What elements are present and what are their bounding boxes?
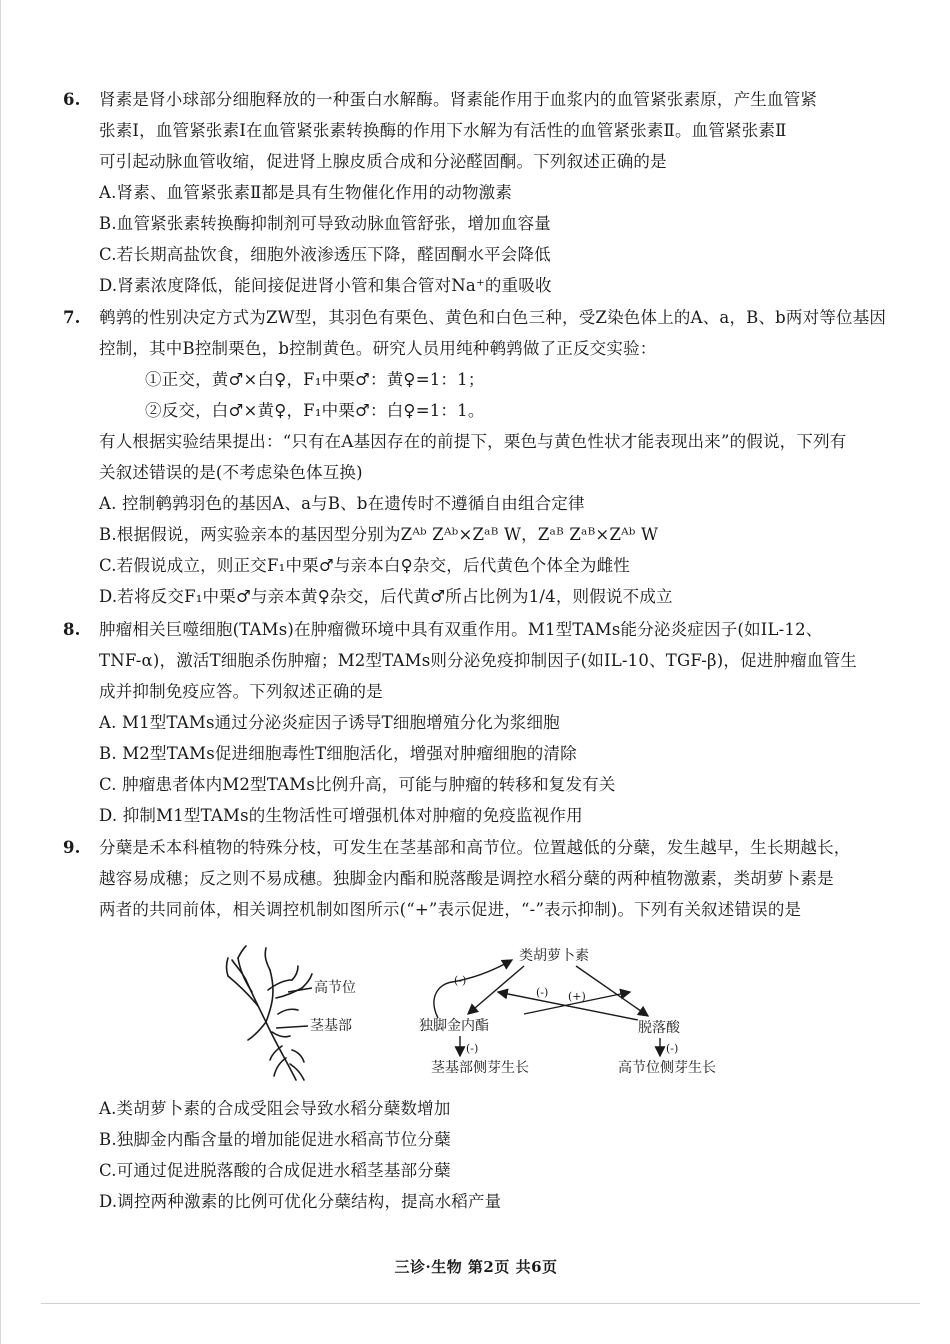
option-d: D.调控两种激素的比例可优化分蘖结构，提高水稻产量 bbox=[99, 1192, 502, 1211]
question-stem-line: 越容易成穗；反之则不易成穗。独脚金内酯和脱落酸是调控水稻分蘖的两种植物激素，类胡萝卜素是 bbox=[99, 869, 834, 888]
node-high-bud-growth: 高节位侧芽生长 bbox=[618, 1060, 716, 1076]
rice-plant-drawing bbox=[227, 946, 313, 1080]
option-d: D.肾素浓度降低，能间接促进肾小管和集合管对Na⁺的重吸收 bbox=[99, 276, 552, 295]
question-stem-line: 有人根据实验结果提出：“只有在A基因存在的前提下，栗色与黄色性状才能表现出来”的假说，下列有 bbox=[99, 432, 847, 451]
sign-strigolactone-plus: (+) bbox=[568, 990, 586, 1003]
question-number: 9. bbox=[63, 838, 81, 857]
question-stem-line: 张素Ⅰ，血管紧张素Ⅰ在血管紧张素转换酶的作用下水解为有活性的血管紧张素Ⅱ。血管紧张素Ⅱ bbox=[99, 121, 787, 140]
question-stem-line: 分蘖是禾本科植物的特殊分枝，可发生在茎基部和高节位。位置越低的分蘖，发生越早，生长期越长， bbox=[99, 838, 851, 857]
option-c: C.若长期高盐饮食，细胞外液渗透压下降，醛固酮水平会降低 bbox=[99, 245, 551, 264]
cross-2: ②反交，白♂×黄♀，F₁中栗♂：白♀=1：1。 bbox=[145, 401, 485, 420]
option-c: C.若假说成立，则正交F₁中栗♂与亲本白♀杂交，后代黄色个体全为雌性 bbox=[99, 556, 630, 575]
question-number: 8. bbox=[63, 620, 81, 639]
question-stem-line: 控制，其中B控制栗色，b控制黄色。研究人员用纯种鹌鹑做了正反交实验： bbox=[99, 339, 657, 358]
question-stem-line: 肾素是肾小球部分细胞释放的一种蛋白水解酶。肾素能作用于血浆内的血管紧张素原，产生血管紧 bbox=[99, 90, 818, 109]
question-9 bbox=[63, 832, 883, 925]
option-a: A.肾素、血管紧张素Ⅱ都是具有生物催化作用的动物激素 bbox=[99, 183, 513, 202]
label-high-node: 高节位 bbox=[314, 980, 356, 996]
question-stem-line: 可引起动脉血管收缩，促进肾上腺皮质合成和分泌醛固酮。下列叙述正确的是 bbox=[99, 152, 667, 171]
bottom-divider bbox=[41, 1303, 920, 1304]
label-stem-base: 茎基部 bbox=[310, 1018, 352, 1034]
node-aba: 脱落酸 bbox=[638, 1020, 680, 1036]
page-footer: 三诊·生物 第2页 共6页 bbox=[394, 1258, 558, 1276]
sign-high-minus: (-) bbox=[666, 1042, 679, 1055]
option-c: C. 肿瘤患者体内M2型TAMs比例升高，可能与肿瘤的转移和复发有关 bbox=[99, 775, 616, 794]
option-c: C.可通过促进脱落酸的合成促进水稻茎基部分蘖 bbox=[99, 1161, 451, 1180]
question-number: 6. bbox=[63, 90, 81, 109]
question-stem-line: TNF-α)，激活T细胞杀伤肿瘤；M2型TAMs则分泌免疫抑制因子(如IL-10、TGF-β)，促进肿瘤血管生 bbox=[99, 651, 858, 670]
question-stem-line: 关叙述错误的是(不考虑染色体互换) bbox=[99, 463, 363, 482]
tillering-regulation-figure bbox=[206, 940, 766, 1085]
option-b: B.根据假说，两实验亲本的基因型分别为Zᴬᵇ Zᴬᵇ×Zᵃᴮ W，Zᵃᴮ Zᵃᴮ×Zᴬᵇ W bbox=[99, 525, 659, 544]
question-stem-line: 鹌鹑的性别决定方式为ZW型，其羽色有栗色、黄色和白色三种，受Z染色体上的A、a，B、b两对等位基因 bbox=[99, 308, 887, 327]
option-a: A. 控制鹌鹑羽色的基因A、a与B、b在遗传时不遵循自由组合定律 bbox=[99, 494, 585, 513]
option-a: A. M1型TAMs通过分泌炎症因子诱导T细胞增殖分化为浆细胞 bbox=[99, 713, 560, 732]
question-7 bbox=[63, 302, 887, 612]
question-9-options bbox=[99, 1093, 501, 1217]
question-6 bbox=[63, 84, 883, 301]
option-b: B.独脚金内酯含量的增加能促进水稻高节位分蘖 bbox=[99, 1130, 451, 1149]
option-b: B. M2型TAMs促进细胞毒性T细胞活化，增强对肿瘤细胞的清除 bbox=[99, 744, 577, 763]
sign-base-minus: (-) bbox=[466, 1042, 479, 1055]
option-d: D. 抑制M1型TAMs的生物活性可增强机体对肿瘤的免疫监视作用 bbox=[99, 806, 583, 825]
option-a: A.类胡萝卜素的合成受阻会导致水稻分蘖数增加 bbox=[99, 1099, 451, 1118]
node-base-bud-growth: 茎基部侧芽生长 bbox=[431, 1060, 529, 1076]
node-strigolactone: 独脚金内酯 bbox=[419, 1018, 489, 1034]
sign-aba-minus: (-) bbox=[536, 986, 549, 999]
question-stem-line: 成并抑制免疫应答。下列叙述正确的是 bbox=[99, 682, 383, 701]
question-number: 7. bbox=[63, 308, 81, 327]
cross-1: ①正交，黄♂×白♀，F₁中栗♂：黄♀=1：1； bbox=[145, 370, 485, 389]
base-pointer bbox=[276, 1026, 308, 1028]
sign-feedback-minus: (-) bbox=[454, 974, 467, 987]
question-8 bbox=[63, 614, 883, 831]
option-d: D.若将反交F₁中栗♂与亲本黄♀杂交，后代黄♂所占比例为1/4，则假说不成立 bbox=[99, 587, 673, 606]
node-carotenoid: 类胡萝卜素 bbox=[519, 948, 589, 964]
question-stem-line: 肿瘤相关巨噬细胞(TAMs)在肿瘤微环境中具有双重作用。M1型TAMs能分泌炎症因子(如IL-12、 bbox=[99, 620, 823, 639]
option-b: B.血管紧张素转换酶抑制剂可导致动脉血管舒张，增加血容量 bbox=[99, 214, 551, 233]
question-stem-line: 两者的共同前体，相关调控机制如图所示(“+”表示促进，“-”表示抑制)。下列有关叙述错误的是 bbox=[99, 900, 802, 919]
